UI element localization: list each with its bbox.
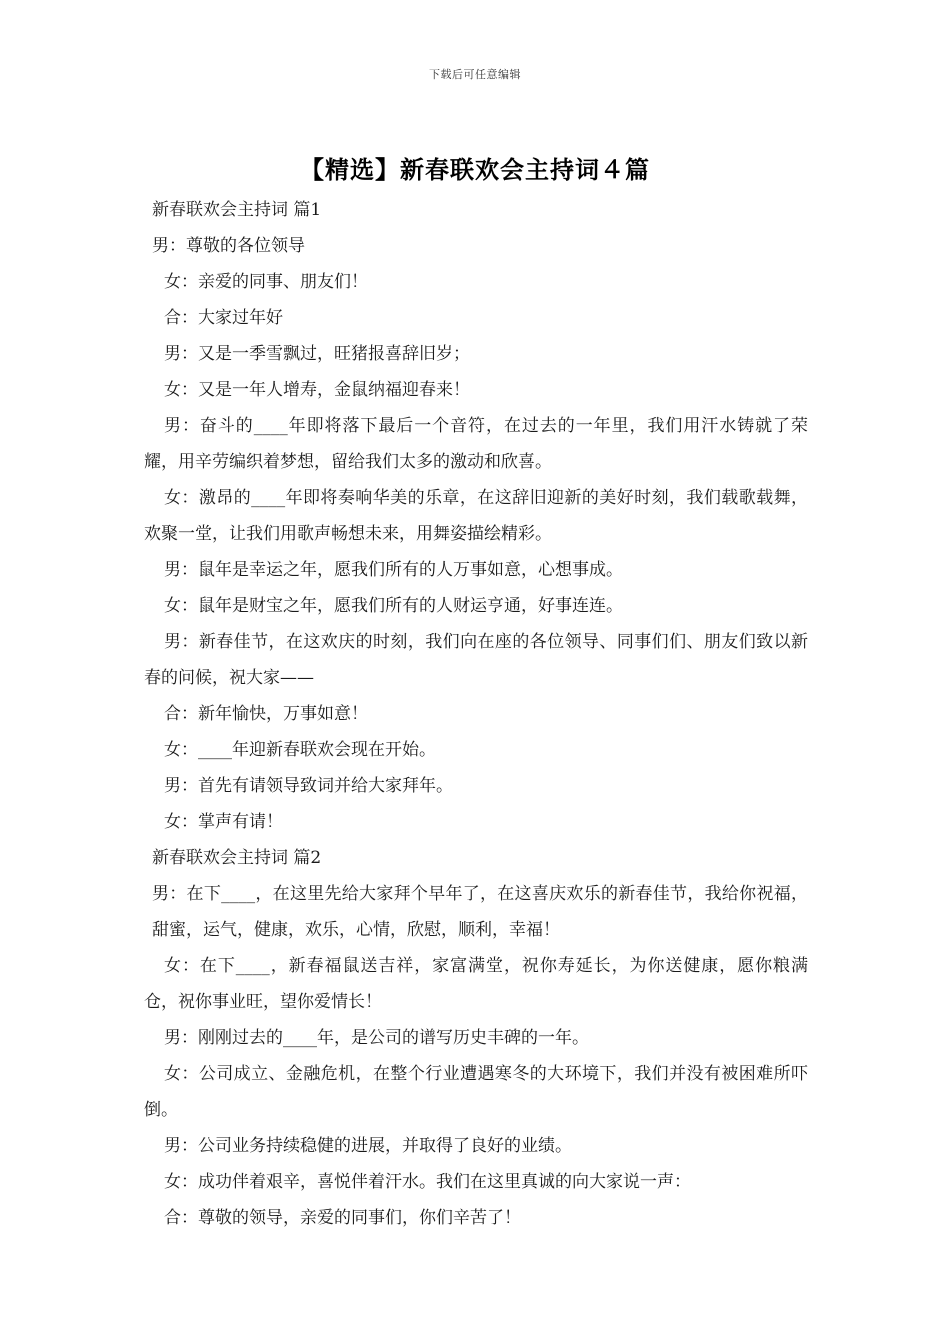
dialog-paragraph: 合：新年愉快，万事如意！ xyxy=(164,704,368,724)
dialog-paragraph: 女：公司成立、金融危机，在整个行业遭遇寒冬的大环境下，我们并没有被困难所吓倒。 xyxy=(144,1064,808,1120)
section-heading: 新春联欢会主持词 篇1 xyxy=(152,200,322,220)
document-title: 【精选】新春联欢会主持词４篇 xyxy=(300,156,650,184)
dialog-paragraph: 男：刚刚过去的____年，是公司的谱写历史丰碑的一年。 xyxy=(164,1028,589,1048)
dialog-paragraph: 男：奋斗的____年即将落下最后一个音符，在过去的一年里，我们用汗水铸就了荣耀，用辛劳编织着梦想，留给我们太多的激动和欣喜。 xyxy=(144,416,808,472)
dialog-paragraph: 女：在下____，新春福鼠送吉祥，家富满堂，祝你寿延长，为你送健康，愿你粮满仓，祝你事业旺，望你爱情长！ xyxy=(144,956,808,1012)
dialog-paragraph: 女：掌声有请！ xyxy=(164,812,283,832)
dialog-paragraph: 合：大家过年好 xyxy=(164,308,283,328)
page-header-note: 下载后可任意编辑 xyxy=(429,68,521,81)
dialog-paragraph: 女：____年迎新春联欢会现在开始。 xyxy=(164,740,436,760)
section-heading: 新春联欢会主持词 篇2 xyxy=(152,848,322,868)
dialog-paragraph: 男：尊敬的各位领导 xyxy=(152,236,305,256)
dialog-paragraph: 女：鼠年是财宝之年，愿我们所有的人财运亨通，好事连连。 xyxy=(164,596,623,616)
dialog-paragraph: 女：成功伴着艰辛，喜悦伴着汗水。我们在这里真诚的向大家说一声： xyxy=(164,1172,691,1192)
document-body xyxy=(144,192,808,1236)
dialog-paragraph: 男：鼠年是幸运之年，愿我们所有的人万事如意，心想事成。 xyxy=(164,560,623,580)
dialog-paragraph: 女：激昂的____年即将奏响华美的乐章，在这辞旧迎新的美好时刻，我们载歌载舞，欢聚一堂，让我们用歌声畅想未来，用舞姿描绘精彩。 xyxy=(144,488,808,544)
dialog-paragraph: 女：亲爱的同事、朋友们！ xyxy=(164,272,368,292)
dialog-paragraph: 男：新春佳节，在这欢庆的时刻，我们向在座的各位领导、同事们们、朋友们致以新春的问候，祝大家—— xyxy=(144,632,808,688)
dialog-paragraph: 男：又是一季雪飘过，旺猪报喜辞旧岁； xyxy=(164,344,470,364)
dialog-paragraph: 合：尊敬的领导，亲爱的同事们，你们辛苦了！ xyxy=(164,1208,521,1228)
dialog-paragraph: 男：在下____，在这里先给大家拜个早年了，在这喜庆欢乐的新春佳节，我给你祝福，甜蜜，运气，健康，欢乐，心情，欣慰，顺利，幸福！ xyxy=(152,884,808,940)
dialog-paragraph: 男：公司业务持续稳健的进展，并取得了良好的业绩。 xyxy=(164,1136,572,1156)
dialog-paragraph: 女：又是一年人增寿，金鼠纳福迎春来！ xyxy=(164,380,470,400)
dialog-paragraph: 男：首先有请领导致词并给大家拜年。 xyxy=(164,776,453,796)
